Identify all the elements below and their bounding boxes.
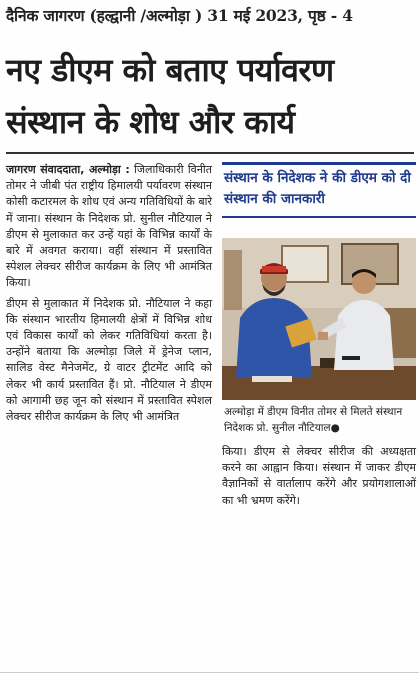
article-paragraph-2: डीएम से मुलाकात में निदेशक प्रो. नौटियाल ने कहा कि संस्थान भारतीय हिमालयी क्षेत्रों में विभिन्न शोध एवं विकास कार्यों को लेकर गतिविधियां करता है। उन्होंने बताया कि अल्मोड़ा जिले में ड्रेनेज प्लान, सालिड वेस्ट मैनेजमेंट, ग्रे वाटर ट्रीटमेंट आदि को लेकर भी कार्य प्रस्तावित हैं। प्रो. नौटियाल ने डीएम को आगामी छह जून को संस्थान में प्रस्तावित स्पेशल लेक्चर सीरीज कार्यक्रम के लिए भी आमंत्रित — [6, 296, 212, 424]
deck-rule-bottom — [222, 216, 416, 218]
article-paragraph-3: किया। डीएम से लेक्चर सीरीज की अध्यक्षता करने का आह्वान किया। संस्थान में जाकर डीएम वैज्ञानिकों से वार्तालाप करेंगे और प्रयोगशालाओं का भी भ्रमण करेंगे। — [222, 445, 416, 507]
article-paragraph-1: जिलाधिकारी विनीत तोमर ने जीबी पंत राष्ट्रीय हिमालयी पर्यावरण संस्थान कोसी कटारमल के शोध एवं अन्य गतिविधियों के बारे में जाना। संस्थान के निदेशक प्रो. सुनील नौटियाल ने डीएम से मुलाकात कर उन्हें यहां के विभिन्न कार्यों के बारे में अवगत कराया। वहीं संस्थान में प्रस्तावित स्पेशल लेक्चर सीरीज कार्यक्रम के लिए भी आमंत्रित किया। — [6, 163, 213, 290]
news-photo — [222, 238, 416, 400]
article-column-right — [222, 444, 416, 509]
deck-rule-top — [222, 162, 416, 165]
article-column-left — [6, 162, 212, 425]
subheadline-deck: संस्थान के निदेशक ने की डीएम को दी संस्थान की जानकारी — [224, 170, 411, 207]
headline-divider — [6, 152, 414, 154]
photo-caption: अल्मोड़ा में डीएम विनीत तोमर से मिलते संस्थान निदेशक प्रो. सुनील नौटियाल● — [224, 406, 403, 434]
byline: जागरण संवाददाता, अल्मोड़ा : — [6, 163, 130, 176]
headline: नए डीएम को बताए पर्यावरण संस्थान के शोध और कार्य — [6, 51, 334, 141]
dateline: दैनिक जागरण (हल्द्वानी /अल्मोड़ा ) 31 मई 2023, पृष्ठ - 4 — [6, 6, 353, 25]
bottom-border — [0, 672, 419, 673]
